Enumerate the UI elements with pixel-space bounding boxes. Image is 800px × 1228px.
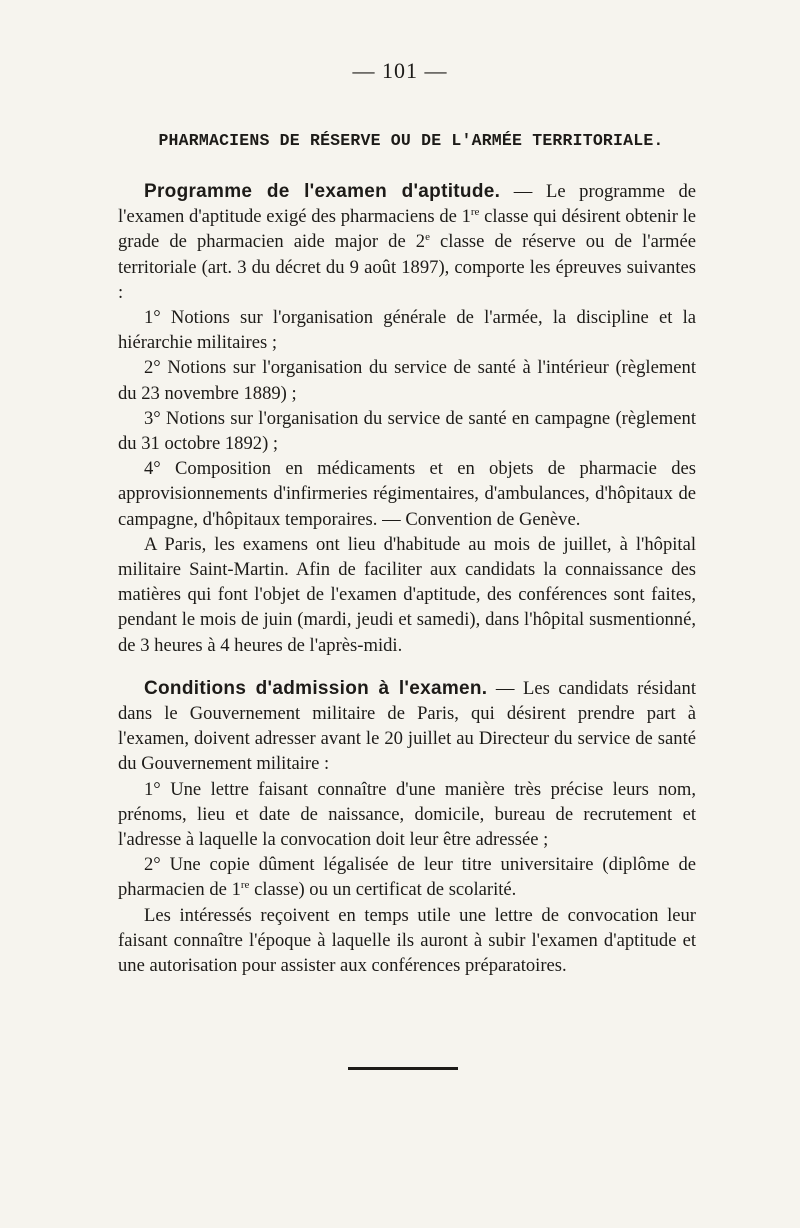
program-heading: Programme de l'examen d'aptitude. xyxy=(144,181,501,202)
program-intro-paragraph xyxy=(118,179,696,305)
program-intro-b: classe qui désirent obtenir le grade de pharmacien aide major de 2 xyxy=(118,206,697,253)
paris-paragraph: A Paris, les examens ont lieu d'habitude au mois de juillet, à l'hôpital militaire Saint-Martin. Afin de faciliter aux candidats la connaissance des matières qui font l'objet de l'examen d'aptitude, des conférences sont faites, pendant le mois de juin (mardi, jeudi et samedi), dans l'hôpital susmentionné, de 3 heures à 4 heures de l'après-midi. xyxy=(118,533,696,656)
admission-item-1: 1° Une lettre faisant connaître d'une manière très précise leurs nom, prénoms, lieu et date de naissance, domicile, bureau de recrutement et l'adresse à laquelle la convocation doit leur être adressée ; xyxy=(118,778,696,851)
admission-heading: Conditions d'admission à l'examen. xyxy=(144,677,488,699)
superscript-re: re xyxy=(240,879,250,892)
admission-item-2 xyxy=(118,852,696,902)
admission-intro: — Les candidats résidant dans le Gouvernement militaire de Paris, qui désirent prendre part à l'examen, doivent adresser avant le 20 juillet au Directeur du service de santé du Gouvernement militaire : xyxy=(118,677,696,775)
program-item-3: 3° Notions sur l'organisation du service de santé en campagne (règlement du 31 octobre 1892) ; xyxy=(118,407,696,455)
superscript-re: re xyxy=(470,206,480,219)
closing-paragraph: Les intéressés reçoivent en temps utile une lettre de convocation leur faisant connaître l'époque à laquelle ils auront à subir l'examen d'aptitude et une autorisation pour assister aux conférences préparatoires. xyxy=(118,904,696,977)
body-text xyxy=(118,179,696,978)
program-item-1: 1° Notions sur l'organisation générale de l'armée, la discipline et la hiérarchie militaires ; xyxy=(118,307,696,354)
section-heading: PHARMACIENS DE RÉSERVE OU DE L'ARMÉE TERRITORIALE. xyxy=(158,131,664,150)
superscript-e: e xyxy=(425,231,430,244)
program-item-4: 4° Composition en médicaments et en objets de pharmacie des approvisionnements d'infirmeries régimentaires, d'ambulances, d'hôpitaux de campagne, d'hôpitaux temporaires. — Convention de Genève. xyxy=(118,458,696,530)
end-rule xyxy=(348,1067,458,1070)
program-item-2: 2° Notions sur l'organisation du service de santé à l'intérieur (règlement du 23 novembre 1889) ; xyxy=(118,357,696,404)
program-intro-a: — Le programme de l'examen d'aptitude exigé des pharmaciens de 1 xyxy=(118,181,696,228)
admission-item-2-b: classe) ou un certificat de scolarité. xyxy=(249,879,517,901)
admission-item-2-a: 2° Une copie dûment légalisée de leur titre universitaire (diplôme de pharmacien de 1 xyxy=(118,854,696,901)
admission-intro-paragraph xyxy=(118,676,696,777)
program-intro-c: classe de réserve ou de l'armée territoriale (art. 3 du décret du 9 août 1897), comporte les épreuves suivantes : xyxy=(118,231,696,303)
page-number: — 101 — xyxy=(352,58,448,83)
